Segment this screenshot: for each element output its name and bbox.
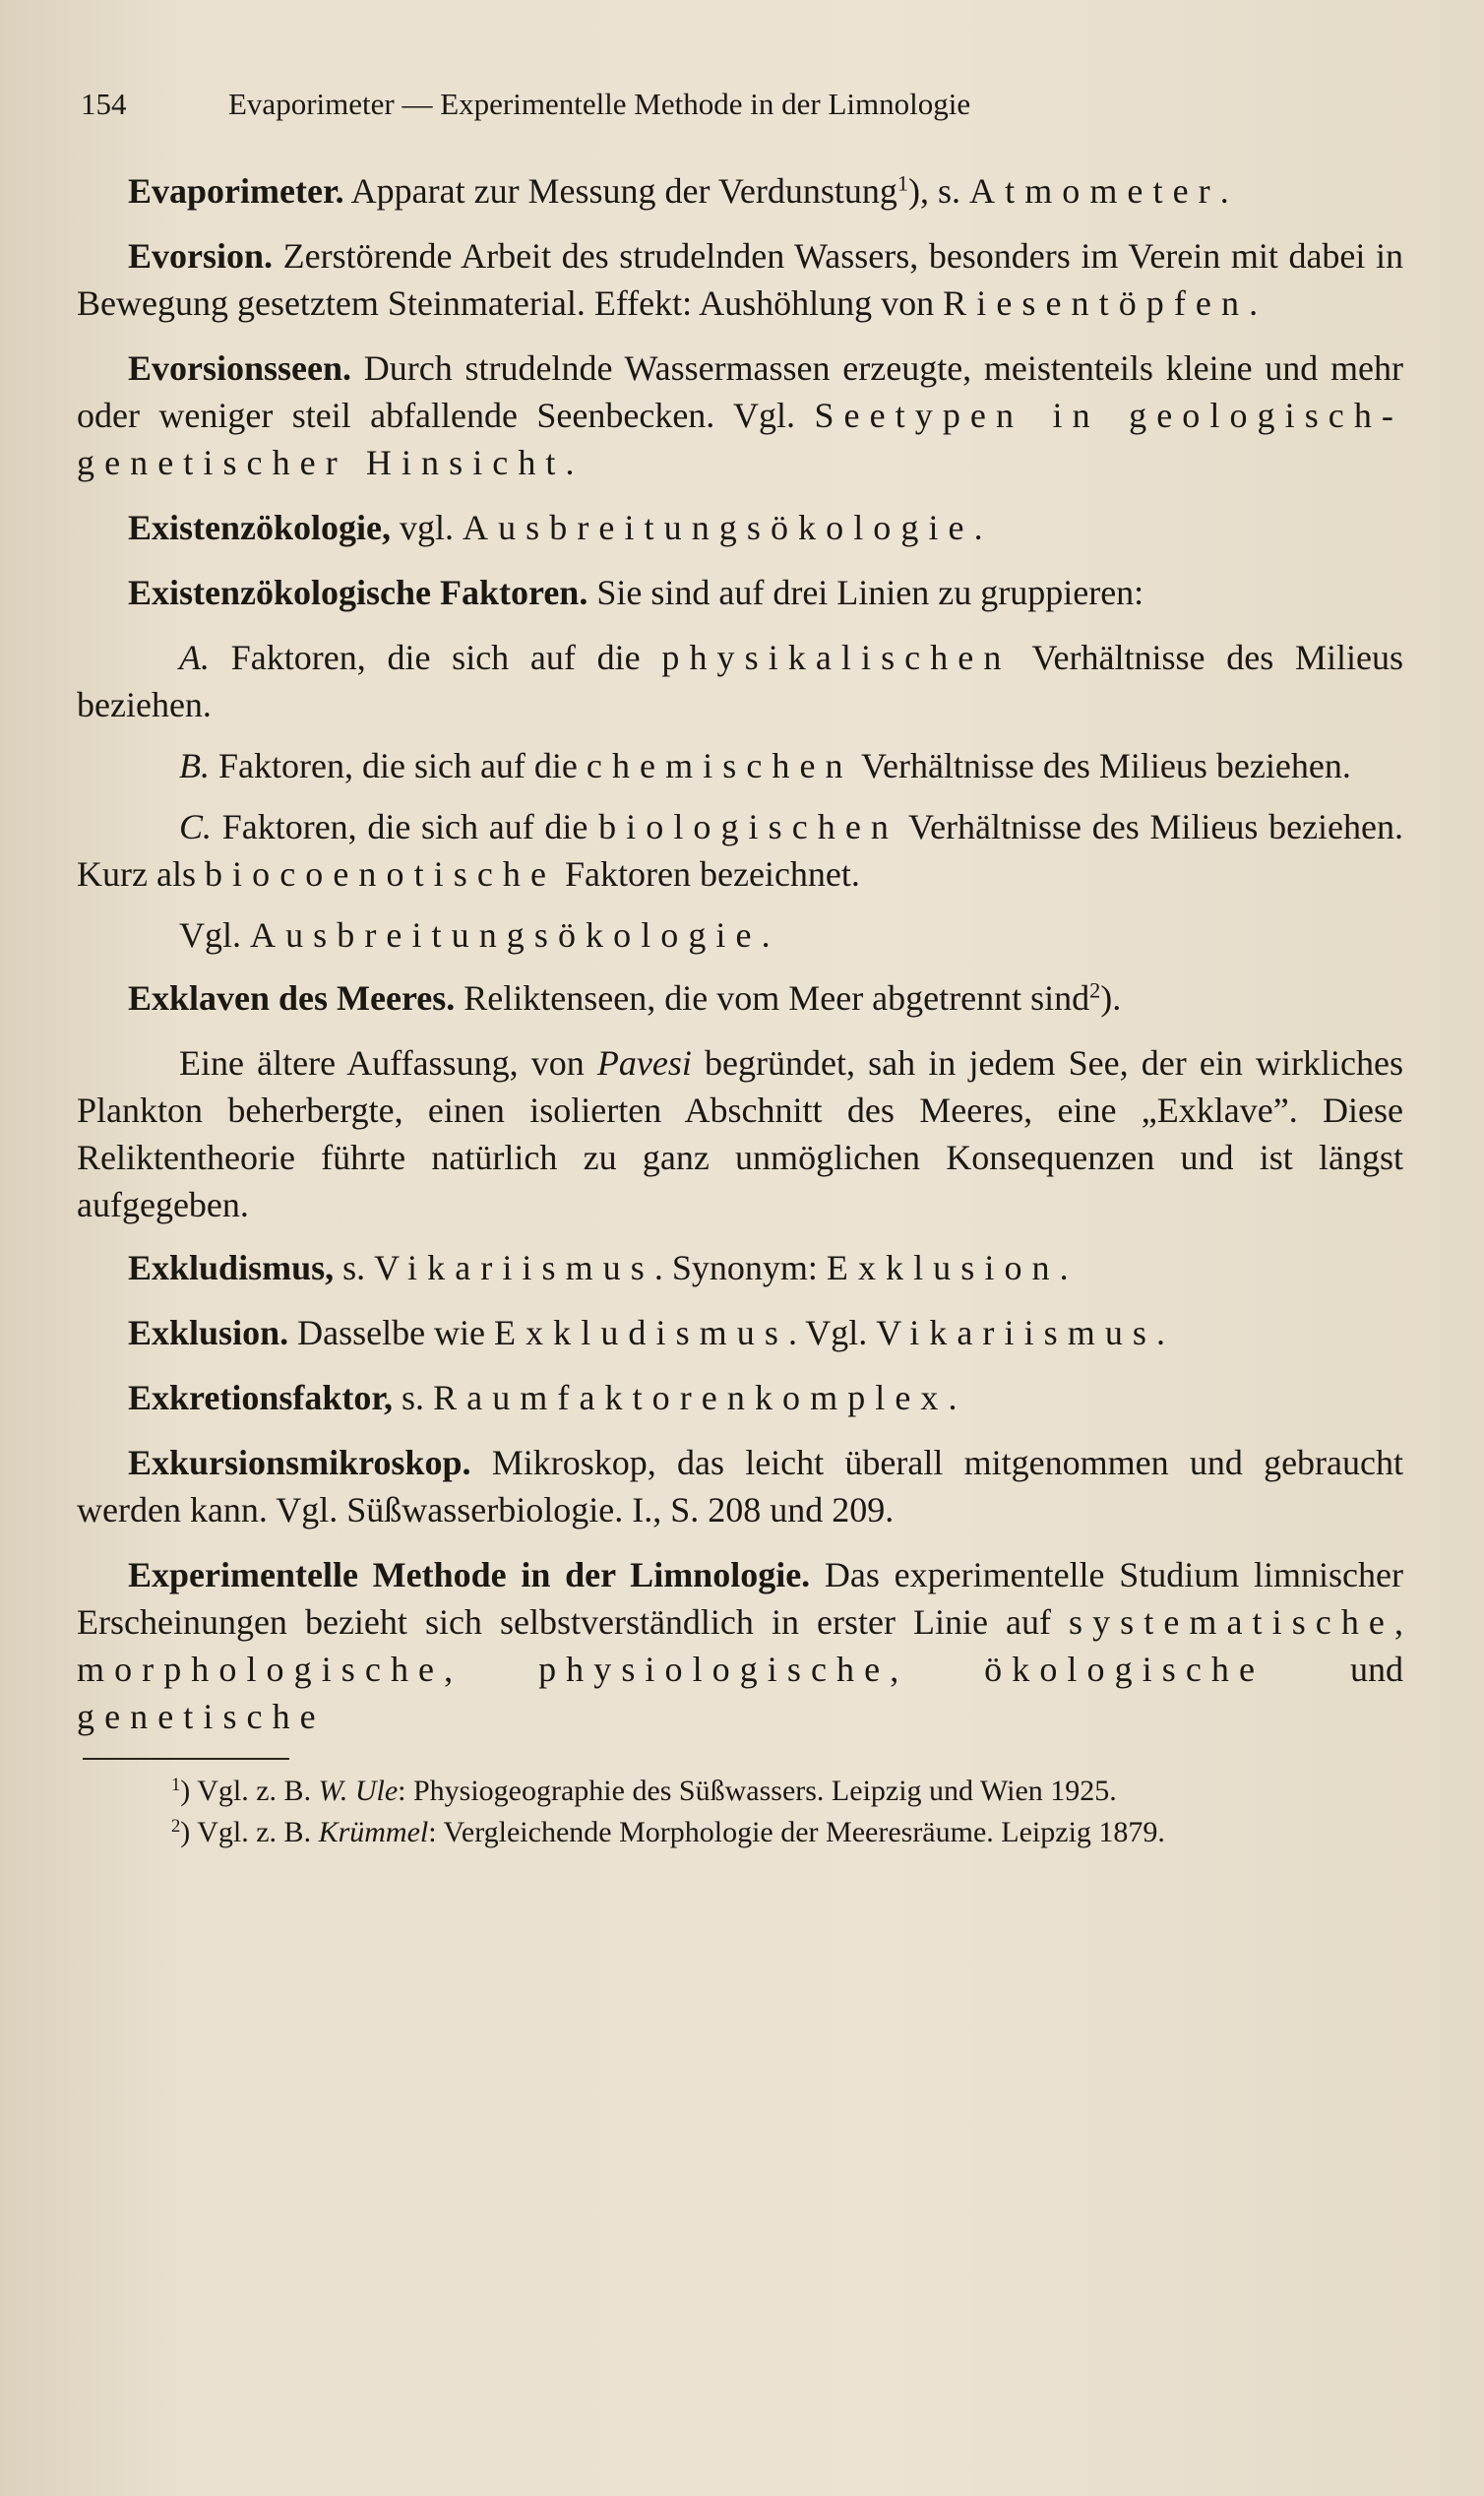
entry-text: . Vgl. [787, 1313, 877, 1352]
factor-text: Faktoren, die sich auf die [212, 807, 599, 846]
footnote-text: ) Vgl. z. B. [180, 1816, 319, 1848]
entry-existenzoekologie [77, 504, 1403, 551]
factor-keyword: chemischen [586, 746, 853, 785]
factor-keyword: physikalischen [661, 638, 1012, 677]
footnote-text: : Vergleichende Morphologie der Meeresräume. Leipzig 1879. [428, 1816, 1165, 1848]
entry-exklaven-des-meeres [77, 974, 1403, 1022]
entry-existenzoekologische-faktoren [77, 569, 1403, 616]
footnote-mark: 1 [171, 1774, 181, 1795]
page-number: 154 [81, 87, 127, 121]
entry-term: Evaporimeter. [128, 171, 344, 211]
running-head-title: Evaporimeter — Experimentelle Methode in der Limnologie [228, 87, 971, 121]
cross-reference: Exklusion [826, 1248, 1060, 1287]
entry-exkludismus [77, 1244, 1403, 1291]
entry-text: s. [393, 1378, 434, 1417]
factor-text: Verhältnisse des Milieus beziehen. [77, 638, 1403, 724]
running-head [77, 87, 1403, 122]
entry-term: Exklusion. [128, 1313, 289, 1352]
entry-text: und [1265, 1650, 1404, 1689]
entry-term: Exkursionsmikroskop. [128, 1443, 471, 1482]
entry-term: Experimentelle Methode in der Limnologie. [128, 1555, 811, 1594]
entry-text: , [1394, 1602, 1403, 1642]
footnote-author: W. Ule [318, 1775, 399, 1807]
entry-text: . [1219, 171, 1229, 211]
entry-term: Exkludismus, [128, 1248, 335, 1287]
entry-text: Reliktenseen, die vom Meer abgetrennt sind [455, 978, 1090, 1018]
factor-a [77, 634, 1403, 728]
footnote-ref: 1 [897, 170, 909, 196]
entry-text: ). [1100, 978, 1122, 1018]
vgl-text: Vgl. [179, 915, 250, 955]
entry-text: . [973, 508, 983, 547]
vgl-line [77, 911, 1403, 959]
entry-text: . Synonym: [653, 1248, 827, 1287]
entry-text: . [1059, 1248, 1069, 1287]
cross-reference: Ausbreitungsökologie [463, 508, 974, 547]
footnote-ref: 2 [1089, 977, 1101, 1003]
factor-text: Verhältnisse des Milieus beziehen. [852, 746, 1351, 785]
factor-text: Faktoren, die sich auf die [210, 638, 662, 677]
entry-text: , [444, 1650, 539, 1689]
exklaven-paragraph [77, 1039, 1403, 1228]
entry-exkretionsfaktor [77, 1374, 1403, 1421]
keyword: genetische [77, 1697, 326, 1736]
footnote-text: ) Vgl. z. B. [180, 1775, 319, 1807]
entry-text: Das experimentelle Studium limnischer Erscheinungen bezieht sich selbstverständlich in erster Linie auf [77, 1555, 1403, 1642]
entry-text: Sie sind auf drei Linien zu gruppieren: [587, 573, 1144, 612]
keyword: systematische [1069, 1602, 1394, 1642]
footnote-author: Krümmel [318, 1816, 429, 1848]
entry-exkursionsmikroskop [77, 1439, 1403, 1533]
factor-letter: A. [179, 638, 210, 677]
cross-reference: Raumfaktorenkomplex [433, 1378, 949, 1417]
entry-text: . [1249, 283, 1259, 323]
entry-term: Exklaven des Meeres. [128, 978, 456, 1018]
paragraph-text: Eine ältere Auffassung, von [179, 1043, 597, 1083]
entry-evorsion [77, 232, 1403, 327]
author-name: Pavesi [596, 1043, 692, 1083]
entry-evorsionsseen [77, 344, 1403, 486]
footnote-2 [77, 1813, 1403, 1852]
entry-text: vgl. [391, 508, 464, 547]
entry-text: Mikroskop, das leicht überall mitgenommen und gebraucht werden kann. Vgl. Süßwasserbiologie. I., S. 208 und 209. [77, 1443, 1403, 1529]
entry-text: . [1156, 1313, 1166, 1352]
entry-term: Evorsionsseen. [128, 348, 352, 388]
footnote-mark: 2 [171, 1815, 181, 1837]
cross-reference: Exkludismus [494, 1313, 788, 1352]
entry-text: . [948, 1378, 958, 1417]
factor-letter: B. [179, 746, 210, 785]
cross-reference: Ausbreitungsökologie [250, 915, 762, 955]
keyword: physiologische [538, 1650, 891, 1689]
entry-text: Dasselbe wie [288, 1313, 495, 1352]
entry-text: s. [334, 1248, 375, 1287]
factor-text: Faktoren, die sich auf die [210, 746, 587, 785]
entry-evaporimeter [77, 167, 1403, 215]
paragraph-text: begründet, sah in jedem See, der ein wirkliches Plankton beherbergte, einen isolierten Abschnitt des Meeres, eine „Exklave”. Diese Reliktentheorie führte natürlich zu ganz unmöglichen Konsequenzen und ist längst aufgegeben. [77, 1043, 1403, 1224]
entry-term: Evorsion. [128, 236, 274, 276]
factor-c [77, 803, 1403, 898]
entry-text: Durch strudelnde Wassermassen erzeugte, meistenteils kleine und mehr oder weniger steil abfallende Seenbecken. Vgl. [77, 348, 1403, 435]
cross-reference: Atmometer [969, 171, 1220, 211]
keyword: ökologische [984, 1650, 1266, 1689]
entry-term: Existenzökologie, [128, 508, 391, 547]
vgl-text: . [761, 915, 771, 955]
entry-term: Existenzökologische Faktoren. [128, 573, 588, 612]
entry-text: . [565, 443, 575, 482]
cross-reference: Vikariismus [374, 1248, 654, 1287]
entry-experimentelle-methode [77, 1551, 1403, 1740]
footnote-1 [77, 1772, 1403, 1811]
cross-reference: Seetypen in geologisch-genetischer Hinsicht [77, 396, 1404, 482]
factor-keyword: biologischen [598, 807, 899, 846]
entry-text: Zerstörende Arbeit des strudelnden Wassers, besonders im Verein mit dabei in Bewegung gesetztem Steinmaterial. Effekt: Aushöhlung von [77, 236, 1403, 323]
factor-b [77, 742, 1403, 789]
factor-text: Faktoren bezeichnet. [556, 854, 860, 894]
entry-term: Exkretionsfaktor, [128, 1378, 394, 1417]
keyword: morphologische [77, 1650, 445, 1689]
footnote-divider [83, 1758, 289, 1760]
factor-letter: C. [179, 807, 213, 846]
cross-reference: Riesentöpfen [943, 283, 1250, 323]
entry-exklusion [77, 1309, 1403, 1356]
factor-keyword: biocoenotische [204, 854, 557, 894]
factor-text: Verhältnisse des Milieus beziehen. Kurz als [77, 807, 1404, 894]
cross-reference: Vikariismus [876, 1313, 1157, 1352]
footnote-text: : Physiogeographie des Süßwassers. Leipzig und Wien 1925. [398, 1775, 1117, 1807]
entry-text: , [890, 1650, 985, 1689]
entry-text: ), s. [908, 171, 970, 211]
entry-text: Apparat zur Messung der Verdunstung [343, 171, 897, 211]
